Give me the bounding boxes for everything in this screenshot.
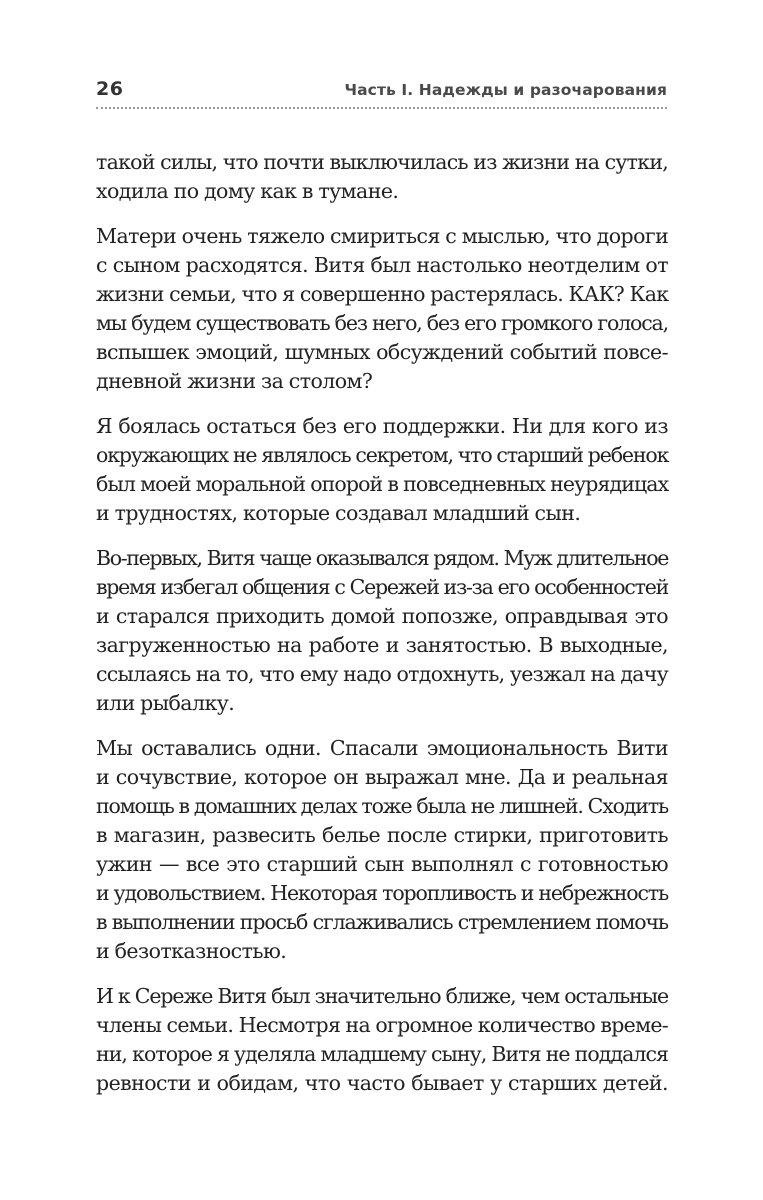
text-line: с сыном расходятся. Витя был настолько неотделим от — [96, 253, 668, 277]
text-line: жизни семьи, что я совершенно растерялась. КАК? Как — [96, 282, 669, 306]
text-line: И к Сереже Витя был значительно ближе, чем остальные — [96, 984, 668, 1008]
text-line: был моей моральной опорой в повседневных неурядицах — [96, 472, 669, 496]
text-line: и сочувствие, которое он выражал мне. Да и реальная — [96, 765, 668, 789]
page-number: 26 — [96, 78, 124, 100]
paragraph — [96, 544, 668, 718]
text-line: или рыбалку. — [96, 691, 235, 715]
running-head — [96, 78, 667, 104]
text-line: в выполнении просьб сглаживались стремлением помочь — [96, 910, 668, 934]
paragraph — [96, 412, 668, 528]
text-line: такой силы, что почти выключилась из жизни на сутки, — [96, 150, 668, 174]
text-line: и безотказностью. — [96, 939, 287, 963]
text-line: вспышек эмоций, шумных обсуждений событий повсе- — [96, 340, 668, 364]
paragraph — [96, 982, 668, 1098]
paragraph — [96, 734, 668, 966]
text-line: и удовольствием. Некоторая торопливость и небрежность — [96, 881, 668, 905]
text-line: в магазин, развесить белье после стирки, приготовить — [96, 823, 668, 847]
text-line: и трудностях, которые создавал младший сын. — [96, 501, 581, 525]
paragraph — [96, 148, 668, 206]
text-line: Я боялась остаться без его поддержки. Ни для кого из — [96, 414, 668, 438]
text-line: Во-первых, Витя чаще оказывался рядом. Муж длительное — [96, 546, 668, 570]
text-line: ни, которое я уделяла младшему сыну, Витя не поддался — [96, 1042, 668, 1066]
chapter-title: Часть I. Надежды и разочарования — [344, 81, 667, 99]
text-line: окружающих не являлось секретом, что старший ребенок — [96, 443, 669, 467]
text-line: ссылаясь на то, что ему надо отдохнуть, уезжал на дачу — [96, 662, 668, 686]
text-line: Матери очень тяжело смириться с мыслью, что дороги — [96, 224, 669, 248]
text-line: ходила по дому как в тумане. — [96, 179, 399, 203]
text-line: мы будем существовать без него, без его громкого голоса, — [96, 311, 668, 335]
text-line: члены семьи. Несмотря на огромное количество време- — [96, 1013, 668, 1037]
paragraph — [96, 222, 668, 396]
text-line: загруженностью на работе и занятостью. В выходные, — [96, 633, 668, 657]
text-line: ревности и обидам, что часто бывает у старших детей. — [96, 1071, 668, 1095]
text-line: время избегал общения с Сережей из-за его особенностей — [96, 575, 668, 599]
header-divider — [96, 107, 667, 109]
text-line: ужин — все это старший сын выполнял с готовностью — [96, 852, 668, 876]
text-line: Мы оставались одни. Спасали эмоциональность Вити — [96, 736, 668, 760]
text-line: и старался приходить домой попозже, оправдывая это — [96, 604, 668, 628]
text-line: дневной жизни за столом? — [96, 369, 373, 393]
text-line: помощь в домашних делах тоже была не лишней. Сходить — [96, 794, 668, 818]
body-text — [96, 148, 668, 1114]
